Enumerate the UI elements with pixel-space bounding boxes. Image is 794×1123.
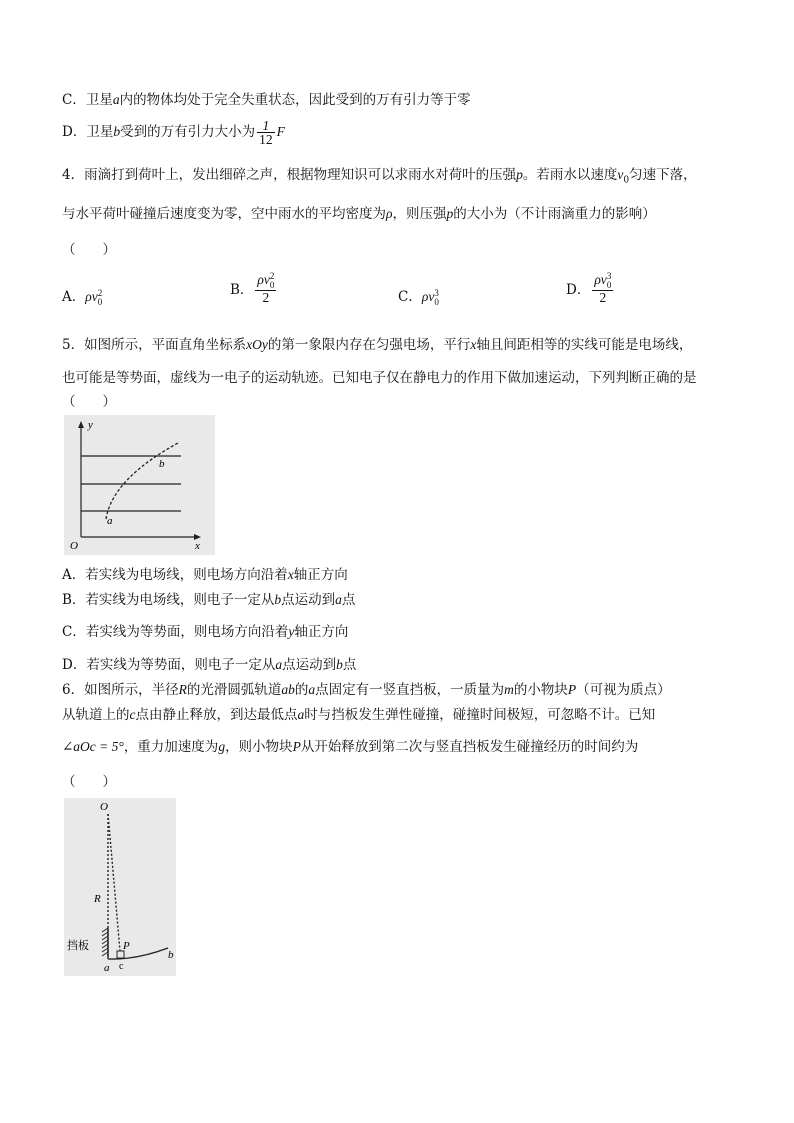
q4-text: 。若雨水以速度	[522, 167, 618, 183]
q4-text: 与水平荷叶碰撞后速度变为零，空中雨水的平均密度为	[62, 206, 386, 222]
q5-b-pre: B．若实线为电场线，则电子一定从	[62, 592, 275, 608]
q5-b-post: 点	[341, 592, 356, 608]
label-wall: 挡板	[67, 939, 89, 952]
label-c: c	[119, 961, 124, 972]
q4-option-d	[566, 272, 615, 304]
q6-a: a	[297, 707, 305, 722]
label-O: O	[100, 801, 108, 813]
q5-d-post: 点	[342, 657, 357, 673]
q6-figure	[64, 798, 176, 976]
q6-angle: ∠aOc = 5°	[62, 739, 124, 754]
y-axis-arrow	[78, 421, 84, 428]
radius-oc-dashed	[108, 814, 120, 951]
label-a: a	[107, 515, 113, 527]
q6-P: P	[567, 682, 577, 697]
label-b: b	[168, 949, 174, 961]
q6-paren: （ ）	[62, 774, 116, 790]
q6-P: P	[292, 739, 301, 754]
q6-m: m	[504, 682, 514, 697]
q4-option-c	[398, 285, 439, 307]
option-expr: ρv	[594, 272, 607, 288]
q4-rho: ρ	[386, 206, 393, 221]
q4-text: 4．雨滴打到荷叶上，发出细碎之声，根据物理知识可以求雨水对荷叶的压强	[62, 167, 517, 183]
q3-d-var: b	[113, 124, 121, 139]
q4-paren: （ ）	[62, 242, 116, 258]
q5-b-var1: b	[274, 592, 282, 607]
q5-b-mid: 点运动到	[281, 592, 336, 608]
q5-d-var2: b	[336, 657, 343, 672]
q5-text: 的第一象限内存在匀强电场，平行	[267, 337, 471, 353]
q3-d-den: 12	[259, 132, 273, 147]
q5-figure-svg	[64, 415, 215, 555]
label-P: P	[123, 940, 130, 952]
label-x: x	[195, 540, 200, 552]
q5-a-var: x	[287, 567, 294, 582]
q5-c-pre: C．若实线为等势面，则电场方向沿着	[62, 624, 289, 640]
q6-text: ，重力加速度为	[123, 739, 219, 755]
q5-a-post: 轴正方向	[293, 567, 348, 583]
q4-option-a	[62, 285, 102, 307]
option-fraction	[255, 272, 276, 304]
q3-option-d	[62, 117, 285, 147]
label-O: O	[70, 540, 78, 552]
option-sub: 0	[97, 296, 103, 307]
q5-text: 5．如图所示，平面直角坐标系	[62, 337, 247, 353]
q5-d-mid: 点运动到	[282, 657, 337, 673]
label-y: y	[88, 419, 93, 431]
q4-option-b	[230, 272, 278, 304]
q6-g: g	[218, 739, 226, 754]
q6-text: 6．如图所示，半径	[62, 682, 179, 698]
q6-figure-svg	[64, 798, 176, 976]
option-sub: 0	[434, 296, 439, 307]
q5-option-b	[62, 590, 355, 610]
q6-text: 从开始释放到第二次与竖直挡板发生碰撞经历的时间约为	[300, 739, 639, 755]
option-fraction	[592, 272, 613, 304]
q3-c-prefix: C．卫星	[62, 92, 113, 108]
q3-c-var: a	[112, 92, 120, 107]
label-R: R	[94, 893, 101, 905]
q6-R: R	[178, 682, 187, 697]
q5-option-d	[62, 655, 356, 675]
q6-text: 从轨道上的	[62, 707, 130, 723]
q4-p: p	[516, 167, 523, 182]
q5-b-var2: a	[335, 592, 342, 607]
q6-c: c	[129, 707, 136, 722]
q6-line1	[62, 680, 671, 700]
q5-line2: 也可能是等势面，虚线为一电子的运动轨迹。已知电子仅在静电力的作用下做加速运动，下列判断正确的是	[62, 370, 697, 386]
option-subsup	[98, 289, 103, 307]
q3-option-c	[62, 90, 471, 110]
q3-d-F: F	[276, 124, 285, 139]
option-expr: ρv	[257, 272, 270, 288]
label-b: b	[159, 458, 165, 470]
option-sup: 2	[269, 271, 275, 281]
q5-line1	[62, 335, 692, 355]
q4-v0: v	[617, 167, 624, 182]
q3-c-suffix: 内的物体均处于完全失重状态，因此受到的万有引力等于零	[119, 92, 471, 108]
q3-d-mid: 受到的万有引力大小为	[120, 124, 256, 140]
q6-text: ，则小物块	[225, 739, 293, 755]
q5-xoy: xOy	[246, 337, 268, 352]
q4-text: 的大小为（不计雨滴重力的影响）	[453, 206, 656, 222]
option-sup: 3	[434, 287, 439, 298]
q5-option-c	[62, 622, 348, 642]
block-P	[117, 951, 124, 958]
q5-x: x	[470, 337, 477, 352]
q4-line2	[62, 204, 656, 224]
q6-text: （可视为质点）	[576, 682, 671, 698]
option-label: B．	[230, 282, 254, 298]
q6-text: 时与挡板发生弹性碰撞，碰撞时间极短，可忽略不计。已知	[304, 707, 656, 723]
q4-p: p	[446, 206, 454, 221]
q5-c-var: y	[288, 624, 295, 639]
option-expr: ρv	[85, 289, 98, 304]
trajectory-dashed	[106, 443, 178, 519]
q6-line2	[62, 705, 655, 725]
option-label: A．	[62, 289, 86, 305]
q6-text: 的小物块	[513, 682, 568, 698]
q5-text: 轴且间距相等的实线可能是电场线，	[476, 337, 693, 353]
q3-d-num: 1	[257, 119, 275, 133]
q4-v0-sub: 0	[623, 175, 630, 186]
option-label: D．	[566, 282, 591, 298]
q3-d-fraction	[257, 119, 275, 146]
q4-line1	[62, 165, 697, 191]
option-sub: 0	[606, 280, 612, 290]
q6-a: a	[308, 682, 316, 697]
option-den: 2	[262, 290, 270, 305]
q4-text: ，则压强	[392, 206, 447, 222]
q5-d-var1: a	[275, 657, 283, 672]
q3-d-prefix: D．卫星	[62, 124, 114, 140]
option-sup: 2	[97, 287, 103, 298]
option-expr: ρv	[421, 289, 435, 304]
q5-option-a	[62, 565, 348, 585]
q6-text: 点固定有一竖直挡板，一质量为	[315, 682, 505, 698]
label-a: a	[104, 962, 110, 974]
q5-figure	[64, 415, 215, 555]
q6-text: 点由静止释放，到达最低点	[135, 707, 298, 723]
option-sup: 3	[606, 271, 612, 281]
q5-c-post: 轴正方向	[294, 624, 349, 640]
q6-line3	[62, 737, 638, 757]
q4-text: 匀速下落，	[629, 167, 697, 183]
q5-d-pre: D．若实线为等势面，则电子一定从	[62, 657, 276, 673]
option-subsup	[434, 289, 439, 307]
q5-paren: （ ）	[62, 394, 116, 410]
q6-text: 的	[294, 682, 309, 698]
option-label: C．	[398, 289, 422, 305]
wall-hatching	[102, 928, 108, 956]
q6-ab: ab	[281, 682, 295, 697]
option-sub: 0	[269, 280, 275, 290]
q5-a-pre: A．若实线为电场线，则电场方向沿着	[62, 567, 288, 583]
option-den: 2	[599, 290, 607, 305]
q6-text: 的光滑圆弧轨道	[186, 682, 282, 698]
